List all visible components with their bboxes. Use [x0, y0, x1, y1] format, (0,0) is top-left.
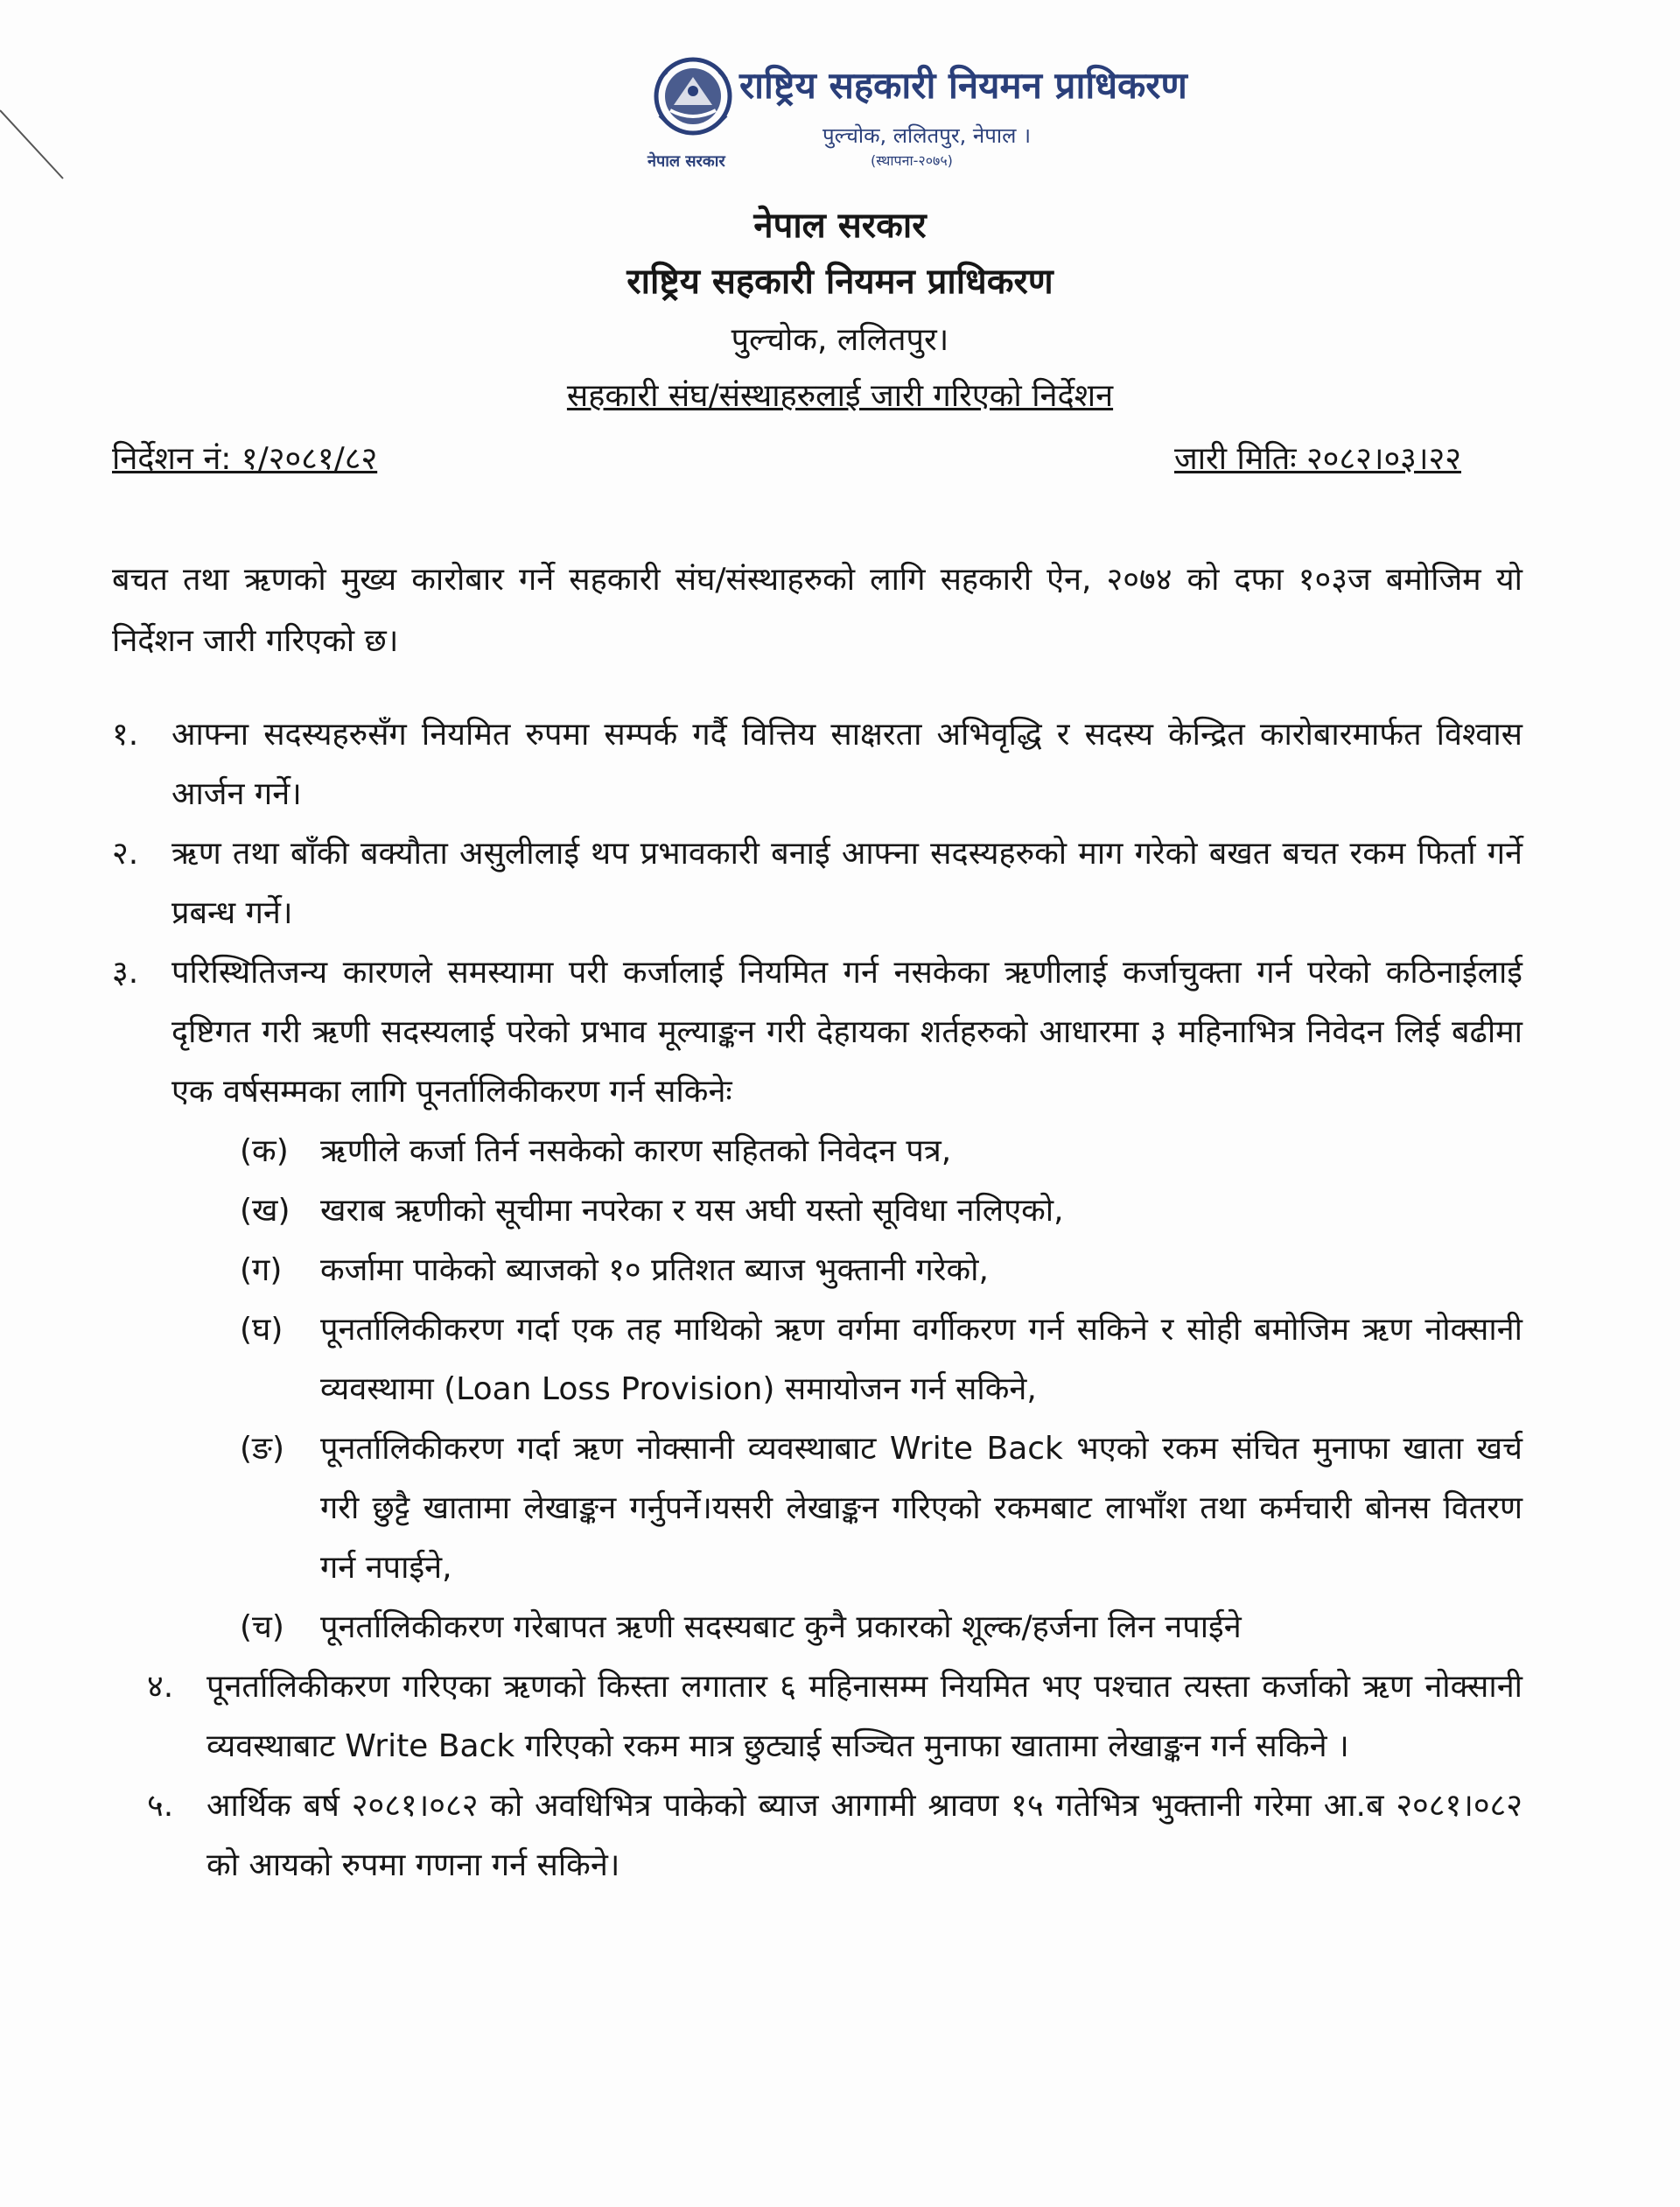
sub-item-number: (घ)	[240, 1312, 284, 1348]
sub-item-text: कर्जामा पाकेको ब्याजको १० प्रतिशत ब्याज भुक्तानी गरेको,	[320, 1252, 989, 1288]
directive-items	[112, 705, 1522, 1895]
item-text: पूनर्तालिकीकरण गरिएका ऋणको किस्ता लगातार ६ महिनासम्म नियमित भए पश्चात त्यस्ता कर्जाको ऋण नोक्सानी व्यवस्थाबाट Write Back गरिएको रकम मात्र छुट्याई सञ्चित मुनाफा खातामा लेखाङ्कन गर्न सकिने ।	[206, 1669, 1522, 1764]
item-number: २.	[112, 836, 139, 872]
sub-item-text: खराब ऋणीको सूचीमा नपरेका र यस अघी यस्तो सूविधा नलिएको,	[320, 1193, 1064, 1229]
letterhead-address: पुल्चोक, ललितपुर, नेपाल ।	[822, 123, 1032, 148]
list-item	[147, 1776, 1522, 1895]
header-authority: राष्ट्रिय सहकारी नियमन प्राधिकरण	[626, 262, 1054, 302]
document-subject: सहकारी संघ/संस्थाहरुलाई जारी गरिएको निर्देशन	[566, 378, 1114, 414]
sub-list-item	[240, 1181, 1522, 1241]
item-number: १.	[112, 717, 139, 753]
letterhead-title: राष्ट्रिय सहकारी नियमन प्राधिकरण	[739, 64, 1187, 107]
intro-paragraph: बचत तथा ऋणको मुख्य कारोबार गर्ने सहकारी संघ/संस्थाहरुको लागि सहकारी ऐन, २०७४ को दफा १०३ज बमोजिम यो निर्देशन जारी गरिएको छ।	[112, 562, 1522, 659]
item-text: आफ्ना सदस्यहरुसँग नियमित रुपमा सम्पर्क गर्दै वित्तिय साक्षरता अभिवृद्धि र सदस्य केन्द्रित कारोबारमार्फत विश्वास आर्जन गर्ने।	[172, 717, 1522, 812]
item-text: ऋण तथा बाँकी बक्यौता असुलीलाई थप प्रभावकारी बनाई आफ्ना सदस्यहरुको माग गरेको बखत बचत रकम फिर्ता गर्ने प्रबन्ध गर्ने।	[172, 836, 1522, 931]
item-number: ३.	[112, 955, 139, 991]
letterhead-established: (स्थापना-२०७५)	[871, 152, 953, 169]
nepal-emblem-icon	[648, 53, 748, 149]
item-number: ४.	[147, 1669, 174, 1705]
sub-item-number: (क)	[240, 1133, 289, 1169]
directive-number: निर्देशन नं: १/२०८१/८२	[112, 441, 378, 477]
scan-corner-mark	[0, 103, 70, 182]
sub-list-item	[240, 1241, 1522, 1300]
item-text: परिस्थितिजन्य कारणले समस्यामा परी कर्जालाई नियमित गर्न नसकेका ऋणीलाई कर्जाचुक्ता गर्न परेको कठिनाईलाई दृष्टिगत गरी ऋणी सदस्यलाई परेको प्रभाव मूल्याङ्कन गरी देहायका शर्तहरुको आधारमा ३ महिनाभित्र निवेदन लिई बढीमा एक वर्षसम्मका लागि पूनर्तालिकीकरण गर्न सकिनेः	[172, 955, 1522, 1110]
sub-list-item	[240, 1419, 1522, 1598]
item-text: आर्थिक बर्ष २०८१।०८२ को अवधिभित्र पाकेको ब्याज आगामी श्रावण १५ गतेभित्र भुक्तानी गरेमा आ.ब २०८१।०८२ को आयको रुपमा गणना गर्न सकिने।	[206, 1788, 1522, 1883]
sub-item-number: (ङ)	[240, 1431, 285, 1467]
list-item	[112, 705, 1522, 824]
letterhead	[648, 53, 1187, 171]
sub-list-item	[240, 1122, 1522, 1181]
header-government: नेपाल सरकार	[753, 206, 927, 246]
item-number: ५.	[147, 1788, 174, 1824]
sub-list-item	[240, 1300, 1522, 1419]
sub-item-number: (ख)	[240, 1193, 290, 1229]
letterhead-govt-label: नेपाल सरकार	[648, 152, 725, 171]
list-item	[147, 1657, 1522, 1776]
issue-date: जारी मितिः २०८२।०३।२२	[1174, 441, 1461, 477]
sub-item-text: पूनर्तालिकीकरण गरेबापत ऋणी सदस्यबाट कुनै प्रकारको शूल्क/हर्जना लिन नपाईने	[320, 1609, 1242, 1645]
sub-item-number: (च)	[240, 1609, 284, 1645]
sub-item-text: पूनर्तालिकीकरण गर्दा ऋण नोक्सानी व्यवस्थाबाट Write Back भएको रकम संचित मुनाफा खाता खर्च गरी छुट्टै खातामा लेखाङ्कन गर्नुपर्ने।यसरी लेखाङ्कन गरिएको रकमबाट लाभाँश तथा कर्मचारी बोनस वितरण गर्न नपाईने,	[320, 1431, 1522, 1586]
sub-list-item	[240, 1598, 1522, 1657]
conditions-list	[240, 1122, 1522, 1657]
list-item	[112, 943, 1522, 1122]
sub-item-text: पूनर्तालिकीकरण गर्दा एक तह माथिको ऋण वर्गमा वर्गीकरण गर्न सकिने र सोही बमोजिम ऋण नोक्सानी व्यवस्थामा (Loan Loss Provision) समायोजन गर्न सकिने,	[320, 1312, 1522, 1407]
sub-item-text: ऋणीले कर्जा तिर्न नसकेको कारण सहितको निवेदन पत्र,	[320, 1133, 952, 1169]
sub-item-number: (ग)	[240, 1252, 283, 1288]
list-item	[112, 824, 1522, 943]
header-location: पुल्चोक, ललितपुर।	[731, 322, 949, 358]
